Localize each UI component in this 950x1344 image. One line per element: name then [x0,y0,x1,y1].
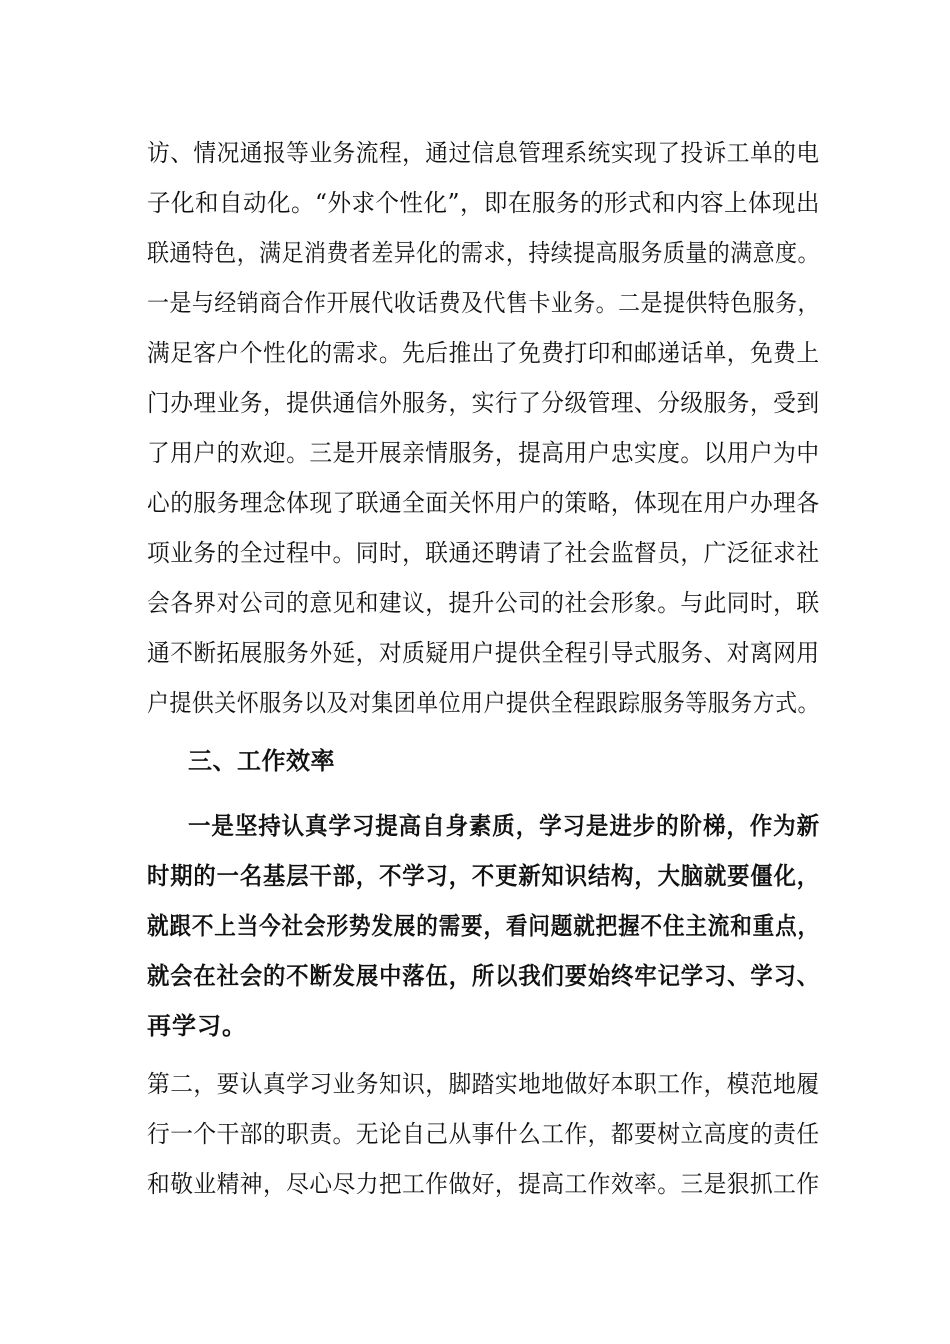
text-line: 心的服务理念体现了联通全面关怀用户的策略，体现在用户办理各 [147,489,820,517]
text-line: 第二，要认真学习业务知识，脚踏实地地做好本职工作，模范地履 [147,1070,820,1098]
text-line: 再学习。 [147,1011,247,1040]
text-line: 访、情况通报等业务流程，通过信息管理系统实现了投诉工单的电 [147,139,820,167]
text-line: 行一个干部的职责。无论自己从事什么工作，都要树立高度的责任 [147,1120,820,1148]
text-line: 一是与经销商合作开展代收话费及代售卡业务。二是提供特色服务， [147,289,820,317]
text-line: 和敬业精神，尽心尽力把工作做好，提高工作效率。三是狠抓工作 [147,1170,820,1198]
text-line: 项业务的全过程中。同时，联通还聘请了社会监督员，广泛征求社 [147,539,820,567]
text-line: 通不断拓展服务外延，对质疑用户提供全程引导式服务、对离网用 [147,639,820,667]
text-line: 子化和自动化。“外求个性化”，即在服务的形式和内容上体现出 [147,189,821,217]
text-line: 会各界对公司的意见和建议，提升公司的社会形象。与此同时，联 [147,589,820,617]
text-line: 满足客户个性化的需求。先后推出了免费打印和邮递话单，免费上 [147,339,820,367]
section-heading: 三、工作效率 [188,746,335,775]
text-line: 门办理业务，提供通信外服务，实行了分级管理、分级服务，受到 [147,389,820,417]
text-line: 就跟不上当今社会形势发展的需要，看问题就把握不住主流和重点， [147,911,820,940]
text-line: 了用户的欢迎。三是开展亲情服务，提高用户忠实度。以用户为中 [147,439,820,467]
text-line: 时期的一名基层干部，不学习，不更新知识结构，大脑就要僵化， [147,861,821,890]
text-line: 联通特色，满足消费者差异化的需求，持续提高服务质量的满意度。 [147,239,820,267]
text-line: 户提供关怀服务以及对集团单位用户提供全程跟踪服务等服务方式。 [147,689,820,717]
text-line: 就会在社会的不断发展中落伍，所以我们要始终牢记学习、学习、 [147,961,821,990]
text-line: 一是坚持认真学习提高自身素质，学习是进步的阶梯，作为新 [188,811,821,840]
